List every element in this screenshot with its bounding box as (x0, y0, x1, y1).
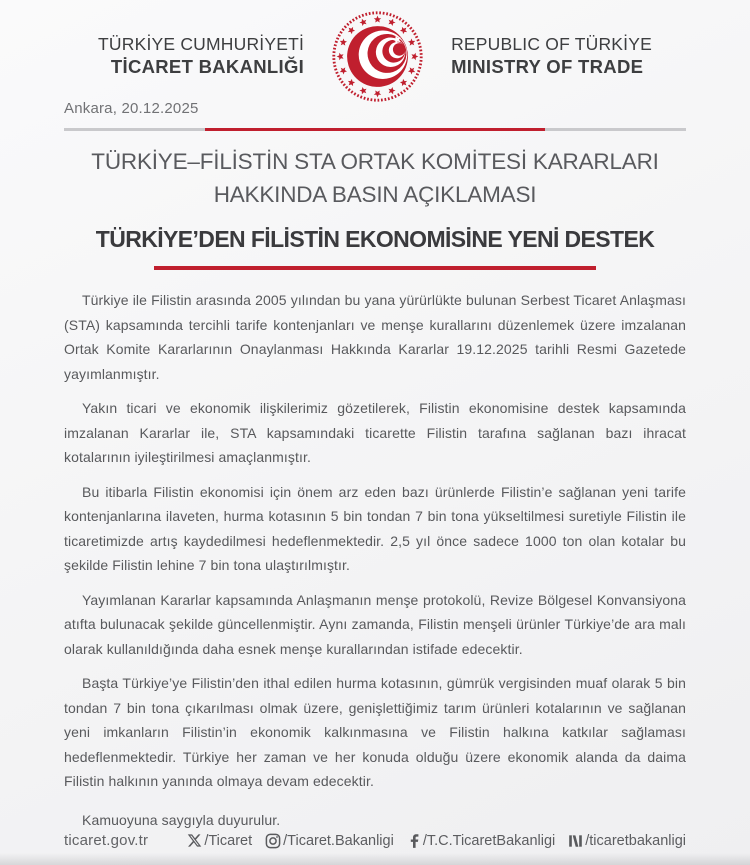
social-links (187, 833, 686, 849)
social-link-x[interactable] (187, 833, 252, 849)
x-handle: /Ticaret (204, 832, 253, 849)
body-paragraph: Başta Türkiye’ye Filistin’den ithal edilen hurma kotasının, gümrük vergisinden muaf olarak 5 bin tondan 7 bin tona çıkarılması olmak üzere, genişlettiğimiz tarım ürünleri kotalarının ve sağlanan yeni imkanların Filistin’in ekonomik kalkınmasına ve Filistin halkına katkılar sağlaması hedeflenmektedir. Türkiye her zaman ve her konuda olduğu üzere ekonomik alanda da daima Filistin halkının yanında olmaya devam edecektir. (64, 675, 686, 789)
facebook-icon (407, 833, 421, 848)
title-line-1: TÜRKİYE–FİLİSTİN STA ORTAK KOMİTESİ KARARLARI (91, 149, 659, 175)
org-name-turkish (98, 34, 304, 79)
body-paragraph: Yakın ticari ve ekonomik ilişkilerimiz gözetilerek, Filistin ekonomisine destek kapsamında imzalanan Kararlar ile, STA kapsamındaki ticarette Filistin tarafına sağlanan bazı ihracat kotalarının iyileştirilmesi amaçlanmıştır. (64, 400, 686, 465)
instagram-icon (265, 833, 281, 849)
ministry-of-trade-logo-icon (330, 9, 425, 104)
body-paragraph: Türkiye ile Filistin arasında 2005 yılından bu yana yürürlükte bulunan Serbest Ticaret Anlaşması (STA) kapsamında tercihli tarife kontenjanları ve menşe kurallarını düzenlemek üzere imzalanan Ortak Komite Kararlarının Onaylanması Hakkında Kararlar 19.12.2025 tarihli Resmi Gazetede yayımlanmıştır. (64, 292, 686, 382)
instagram-handle: /Ticaret.Bakanligi (283, 832, 394, 849)
closing-line: Kamuoyuna saygıyla duyurulur. (82, 811, 281, 828)
social-link-nsosyal[interactable] (568, 833, 686, 849)
header (64, 0, 686, 100)
title-line-2: HAKKINDA BASIN AÇIKLAMASI (213, 182, 537, 208)
org-name-tr-line2: TİCARET BAKANLIĞI (110, 56, 305, 78)
body-paragraph: Bu itibarla Filistin ekonomisi için önem arz eden bazı ürünlerde Filistin’e sağlanan yeni tarife kontenjanlarına ilaveten, hurma kotasının 5 bin tondan 7 bin tona yükseltilmesi suretiyle Filistin ile ticaretimizde artış kaydedilmesi hedeflenmektedir. 2,5 yıl önce sadece 1000 ton olan kotalar bu şekilde Filistin lehine 7 bin tona ulaştırılmıştır. (64, 483, 686, 573)
press-release-title (64, 145, 686, 211)
nsosyal-handle: /ticaretbakanligi (585, 832, 686, 849)
body-text (64, 288, 686, 832)
website-link[interactable]: ticaret.gov.tr (64, 832, 149, 849)
org-name-tr-line1: TÜRKİYE CUMHURİYETİ (98, 33, 305, 54)
nsosyal-icon (568, 834, 583, 848)
subtitle-red-underline (154, 266, 596, 270)
footer (64, 832, 686, 865)
facebook-handle: /T.C.TicaretBakanligi (422, 832, 556, 849)
header-divider (64, 127, 686, 131)
dateline: Ankara, 20.12.2025 (64, 100, 199, 117)
divider-red-segment (205, 128, 545, 132)
body-paragraph: Yayımlanan Kararlar kapsamında Anlaşmanın menşe protokolü, Revize Bölgesel Konvansiyona atıfta bulunacak şekilde güncellenmiştir. Aynı zamanda, Filistin menşeli ürünler Türkiye’de ara malı olarak kullanıldığında daha esnek menşe kurallarından istifade edecektir. (64, 591, 686, 657)
social-link-instagram[interactable] (265, 833, 394, 849)
org-name-english (451, 34, 652, 79)
press-release-subtitle: TÜRKİYE’DEN FİLİSTİN EKONOMİSİNE YENİ DESTEK (95, 226, 655, 253)
x-icon (187, 833, 202, 848)
social-link-facebook[interactable] (407, 833, 555, 849)
org-name-en-line2: MINISTRY OF TRADE (451, 56, 644, 78)
org-name-en-line1: REPUBLIC OF TÜRKİYE (451, 33, 652, 54)
